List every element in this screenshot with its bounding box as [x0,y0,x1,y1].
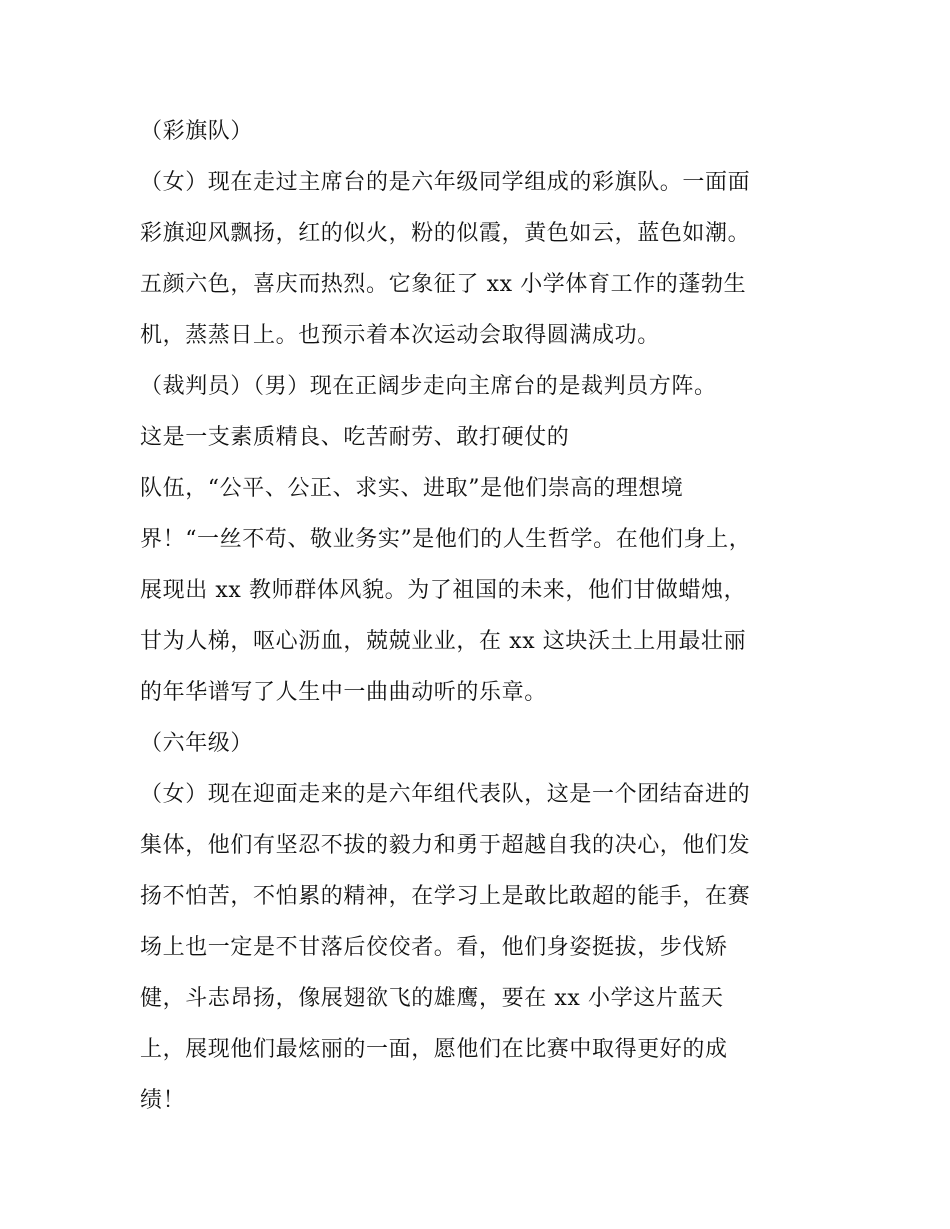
text-line: 这是一支素质精良、吃苦耐劳、敢打硬仗的 [140,425,570,450]
text-line: 绩！ [140,1088,186,1113]
text-line: 甘为人梯，呕心沥血，兢兢业业，在 xx 这块沃土上用最壮丽 [140,629,747,654]
text-line: （女）现在走过主席台的是六年级同学组成的彩旗队。一面面 [140,170,751,195]
text-line: 的年华谱写了人生中一曲曲动听的乐章。 [140,680,547,705]
text-line: 上，展现他们最炫丽的一面，愿他们在比赛中取得更好的成 [140,1037,728,1062]
text-line: 五颜六色，喜庆而热烈。它象征了 xx 小学体育工作的蓬勃生 [140,272,747,297]
document-body [140,106,830,1126]
text-line: 界！“一丝不苟、敬业务实”是他们的人生哲学。在他们身上， [140,527,752,552]
text-line: 队伍，“公平、公正、求实、进取”是他们崇高的理想境 [140,476,684,501]
heading-flag-team: （彩旗队） [140,119,254,144]
text-line: 机，蒸蒸日上。也预示着本次运动会取得圆满成功。 [140,323,660,348]
heading-grade-six: （六年级） [140,731,254,756]
text-line: 彩旗迎风飘扬，红的似火，粉的似霞，黄色如云，蓝色如潮。 [140,221,751,246]
text-line: 扬不怕苦，不怕累的精神，在学习上是敢比敢超的能手，在赛 [140,884,751,909]
text-line: （女）现在迎面走来的是六年组代表队，这是一个团结奋进的 [140,782,751,807]
text-line: 健，斗志昂扬，像展翅欲飞的雄鹰，要在 xx 小学这片蓝天 [140,986,724,1011]
text-line: 展现出 xx 教师群体风貌。为了祖国的未来，他们甘做蜡烛， [140,578,747,603]
text-line: 集体，他们有坚忍不拔的毅力和勇于超越自我的决心，他们发 [140,833,751,858]
text-line: （裁判员）（男）现在正阔步走向主席台的是裁判员方阵。 [140,374,717,399]
text-line: 场上也一定是不甘落后佼佼者。看，他们身姿挺拔，步伐矫 [140,935,728,960]
